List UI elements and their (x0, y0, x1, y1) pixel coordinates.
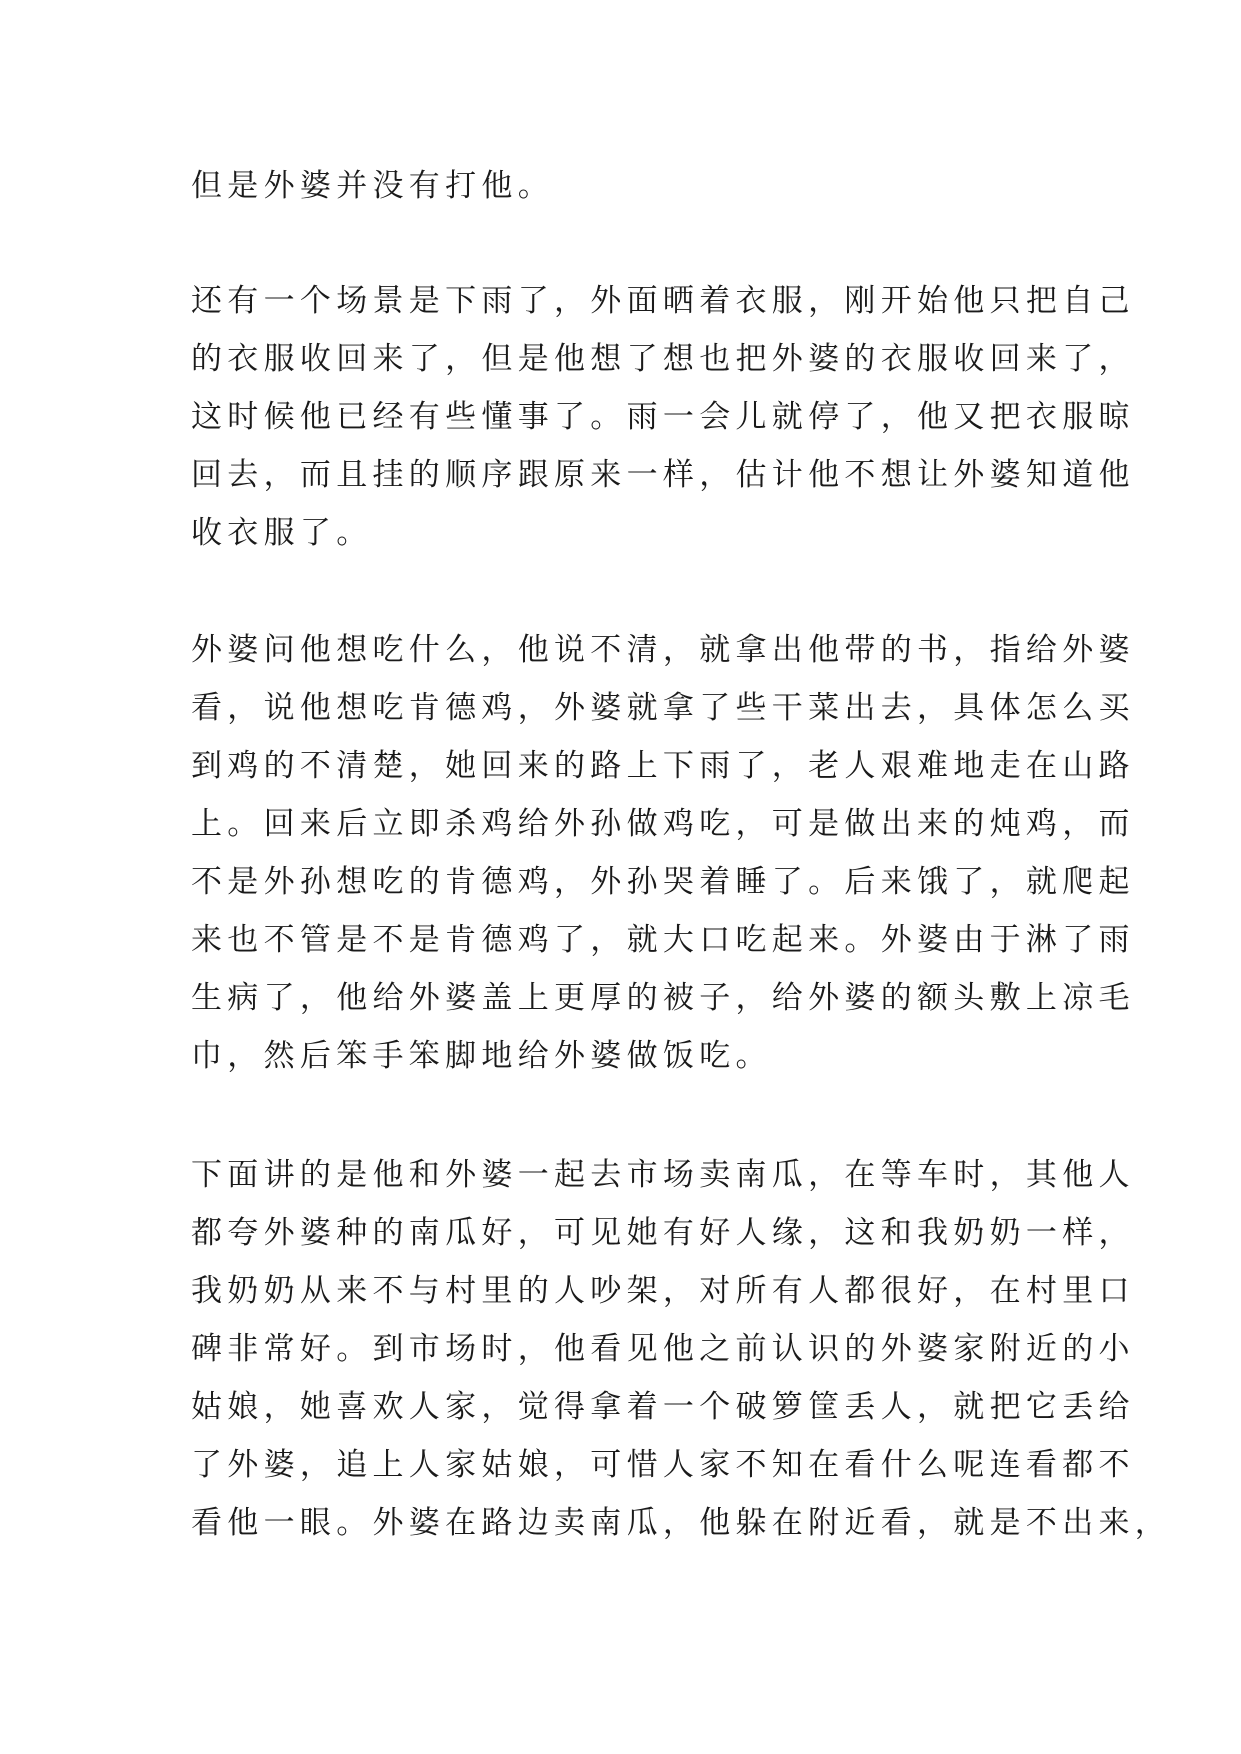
text-line: 但是外婆并没有打他。 (191, 168, 554, 204)
text-line: 收衣服了。 (191, 515, 373, 551)
text-line: 姑娘，她喜欢人家，觉得拿着一个破箩筐丢人，就把它丢给 (191, 1389, 1135, 1425)
text-line: 来也不管是不是肯德鸡了，就大口吃起来。外婆由于淋了雨 (191, 922, 1135, 958)
text-line: 看，说他想吃肯德鸡，外婆就拿了些干菜出去，具体怎么买 (191, 690, 1135, 726)
text-line: 生病了，他给外婆盖上更厚的被子，给外婆的额头敷上凉毛 (191, 980, 1135, 1016)
paragraph-4 (191, 1146, 1172, 1552)
text-line: 下面讲的是他和外婆一起去市场卖南瓜，在等车时，其他人 (191, 1157, 1135, 1193)
text-line: 外婆问他想吃什么，他说不清，就拿出他带的书，指给外婆 (191, 632, 1135, 668)
paragraph-2 (191, 272, 1135, 562)
text-line: 看他一眼。外婆在路边卖南瓜，他躲在附近看，就是不出来， (191, 1505, 1172, 1541)
text-line: 巾，然后笨手笨脚地给外婆做饭吃。 (191, 1038, 772, 1074)
text-line: 不是外孙想吃的肯德鸡，外孙哭着睡了。后来饿了，就爬起 (191, 864, 1135, 900)
text-line: 还有一个场景是下雨了，外面晒着衣服，刚开始他只把自己 (191, 283, 1135, 319)
text-line: 都夸外婆种的南瓜好，可见她有好人缘，这和我奶奶一样， (191, 1215, 1135, 1251)
text-line: 回去，而且挂的顺序跟原来一样，估计他不想让外婆知道他 (191, 457, 1135, 493)
text-line: 这时候他已经有些懂事了。雨一会儿就停了，他又把衣服晾 (191, 399, 1135, 435)
text-line: 上。回来后立即杀鸡给外孙做鸡吃，可是做出来的炖鸡，而 (191, 806, 1135, 842)
text-line: 我奶奶从来不与村里的人吵架，对所有人都很好，在村里口 (191, 1273, 1135, 1309)
text-line: 到鸡的不清楚，她回来的路上下雨了，老人艰难地走在山路 (191, 748, 1135, 784)
text-line: 的衣服收回来了，但是他想了想也把外婆的衣服收回来了， (191, 341, 1135, 377)
paragraph-1 (191, 157, 1063, 215)
paragraph-3 (191, 621, 1135, 1085)
text-line: 碑非常好。到市场时，他看见他之前认识的外婆家附近的小 (191, 1331, 1135, 1367)
text-line: 了外婆，追上人家姑娘，可惜人家不知在看什么呢连看都不 (191, 1447, 1135, 1483)
